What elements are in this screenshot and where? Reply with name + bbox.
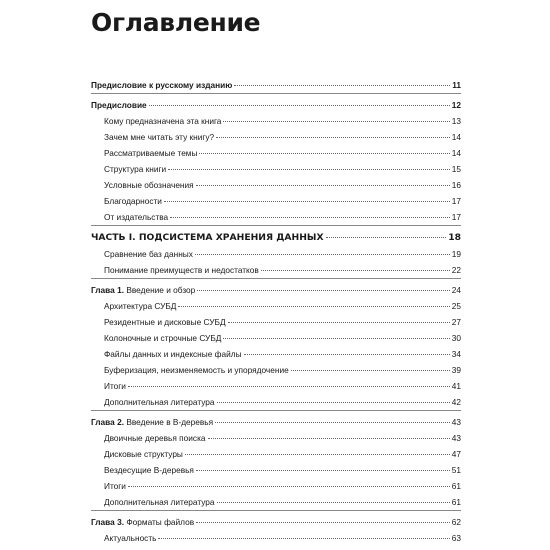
toc-page-number: 12 — [451, 100, 461, 110]
toc-entry-title: Сравнение баз данных — [104, 249, 193, 259]
toc-entry[interactable] — [91, 314, 461, 330]
toc-entry-title: Буферизация, неизменяемость и упорядочение — [104, 365, 289, 375]
toc-entry[interactable] — [91, 113, 461, 129]
toc-entry-label — [104, 530, 156, 546]
toc-chapter-entry[interactable] — [91, 414, 461, 430]
toc-page-number: 13 — [451, 116, 461, 126]
toc-section-entry[interactable] — [91, 77, 461, 93]
toc-page-number: 14 — [451, 148, 461, 158]
dot-leader — [234, 85, 450, 86]
toc-entry-label — [91, 282, 195, 298]
dot-leader — [197, 290, 450, 291]
toc-entry-label — [104, 246, 193, 262]
toc-entry-label — [104, 494, 215, 510]
toc-page-number: 43 — [451, 417, 461, 427]
toc-page-number: 61 — [451, 481, 461, 491]
dot-leader — [170, 217, 450, 218]
dot-leader — [223, 338, 449, 339]
chapter-number: Глава 2. — [91, 417, 125, 427]
toc-chapter-entry[interactable] — [91, 282, 461, 298]
dot-leader — [158, 538, 449, 539]
toc-entry-label — [91, 77, 232, 93]
toc-part-entry[interactable] — [91, 229, 461, 246]
toc-entry-title: Рассматриваемые темы — [104, 148, 198, 158]
toc-entry-title: Кому предназначена эта книга — [104, 116, 222, 126]
toc-entry-label — [104, 446, 183, 462]
toc-entry[interactable] — [91, 394, 461, 410]
toc-page-number: 18 — [448, 232, 461, 243]
toc-entry[interactable] — [91, 246, 461, 262]
toc-page-number: 30 — [451, 333, 461, 343]
dot-leader — [326, 237, 447, 238]
dot-leader — [217, 402, 450, 403]
toc-entry-title: Дополнительная литература — [104, 497, 215, 507]
toc-entry-label — [104, 314, 226, 330]
toc-page-number: 51 — [451, 465, 461, 475]
toc-page-number: 27 — [451, 317, 461, 327]
toc-entry[interactable] — [91, 530, 461, 546]
toc-entry[interactable] — [91, 209, 461, 225]
toc-entry[interactable] — [91, 330, 461, 346]
toc-entry[interactable] — [91, 298, 461, 314]
toc-entry-label — [91, 514, 194, 530]
toc-page-number: 42 — [451, 397, 461, 407]
toc-entry-label — [91, 97, 147, 113]
toc-page-number: 41 — [451, 381, 461, 391]
dot-leader — [228, 322, 450, 323]
toc-page-number: 22 — [451, 265, 461, 275]
toc-entry-label — [91, 414, 213, 430]
toc-entry-title: Резидентные и дисковые СУБД — [104, 317, 226, 327]
table-of-contents — [91, 77, 461, 546]
section-divider — [91, 510, 461, 511]
dot-leader — [215, 422, 450, 423]
dot-leader — [223, 121, 449, 122]
dot-leader — [168, 169, 450, 170]
toc-entry-title: Благодарности — [104, 196, 162, 206]
section-divider — [91, 410, 461, 411]
dot-leader — [261, 270, 450, 271]
toc-entry-label — [104, 262, 259, 278]
toc-page-number: 19 — [451, 249, 461, 259]
toc-entry-title: Итоги — [104, 381, 126, 391]
toc-entry-title: Предисловие к русскому изданию — [91, 80, 233, 90]
toc-page-number: 17 — [451, 196, 461, 206]
toc-entry-title: Введение в B-деревья — [126, 417, 214, 427]
dot-leader — [128, 386, 450, 387]
toc-page-number: 15 — [451, 164, 461, 174]
toc-entry-title: Итоги — [104, 481, 126, 491]
toc-entry[interactable] — [91, 177, 461, 193]
toc-entry[interactable] — [91, 346, 461, 362]
toc-entry[interactable] — [91, 193, 461, 209]
toc-entry-title: Колоночные и строчные СУБД — [104, 333, 222, 343]
toc-entry-label — [104, 129, 214, 145]
dot-leader — [196, 185, 450, 186]
dot-leader — [196, 522, 450, 523]
toc-entry-title: Структура книги — [104, 164, 167, 174]
dot-leader — [217, 502, 450, 503]
toc-entry-title: Архитектура СУБД — [104, 301, 177, 311]
dot-leader — [149, 105, 450, 106]
toc-page-number: 43 — [451, 433, 461, 443]
toc-entry-label — [104, 193, 162, 209]
toc-entry-title: От издательства — [104, 212, 169, 222]
toc-entry-title: Дополнительная литература — [104, 397, 215, 407]
toc-entry[interactable] — [91, 446, 461, 462]
toc-page-number: 16 — [451, 180, 461, 190]
section-divider — [91, 225, 461, 226]
dot-leader — [244, 354, 450, 355]
toc-page-number: 25 — [451, 301, 461, 311]
toc-page-number: 17 — [451, 212, 461, 222]
dot-leader — [178, 306, 449, 307]
toc-entry-label — [104, 161, 166, 177]
toc-entry-label — [104, 362, 289, 378]
toc-entry[interactable] — [91, 362, 461, 378]
toc-entry-label — [104, 113, 221, 129]
toc-page-number: 39 — [451, 365, 461, 375]
toc-page-number: 14 — [451, 132, 461, 142]
dot-leader — [128, 486, 450, 487]
toc-entry-label — [104, 394, 215, 410]
toc-entry[interactable] — [91, 262, 461, 278]
toc-entry-label — [104, 145, 197, 161]
chapter-number: Глава 1. — [91, 285, 125, 295]
toc-entry-label — [104, 478, 126, 494]
toc-entry[interactable] — [91, 478, 461, 494]
toc-page-number: 24 — [451, 285, 461, 295]
dot-leader — [185, 454, 450, 455]
toc-entry-title: Зачем мне читать эту книгу? — [104, 132, 215, 142]
chapter-number: Глава 3. — [91, 517, 125, 527]
toc-entry[interactable] — [91, 161, 461, 177]
dot-leader — [199, 153, 449, 154]
toc-entry-label — [104, 330, 221, 346]
toc-entry-title: Условные обозначения — [104, 180, 194, 190]
toc-entry[interactable] — [91, 462, 461, 478]
dot-leader — [216, 137, 450, 138]
toc-page-number: 34 — [451, 349, 461, 359]
dot-leader — [196, 470, 450, 471]
toc-entry[interactable] — [91, 430, 461, 446]
toc-entry-title: Двоичные деревья поиска — [104, 433, 206, 443]
toc-entry[interactable] — [91, 145, 461, 161]
toc-page-number: 63 — [451, 533, 461, 543]
dot-leader — [164, 201, 450, 202]
toc-entry-title: Форматы файлов — [126, 517, 195, 527]
toc-chapter-entry[interactable] — [91, 514, 461, 530]
toc-entry-label — [104, 346, 242, 362]
toc-page-number: 11 — [452, 80, 461, 90]
toc-entry[interactable] — [91, 129, 461, 145]
toc-entry-title: Вездесущие B-деревья — [104, 465, 194, 475]
toc-entry-title: ЧАСТЬ I. ПОДСИСТЕМА ХРАНЕНИЯ ДАННЫХ — [91, 232, 324, 243]
section-divider — [91, 93, 461, 94]
toc-entry-title: Дисковые структуры — [104, 449, 183, 459]
toc-page-number: 61 — [451, 497, 461, 507]
toc-page-number: 47 — [451, 449, 461, 459]
toc-section-entry[interactable] — [91, 97, 461, 113]
toc-entry-label — [104, 462, 194, 478]
toc-entry-label — [104, 177, 194, 193]
toc-entry[interactable] — [91, 494, 461, 510]
toc-entry[interactable] — [91, 378, 461, 394]
dot-leader — [291, 370, 450, 371]
toc-entry-label — [104, 430, 206, 446]
section-divider — [91, 278, 461, 279]
toc-entry-title: Предисловие — [91, 100, 147, 110]
toc-entry-label — [104, 209, 168, 225]
toc-entry-title: Файлы данных и индексные файлы — [104, 349, 242, 359]
toc-entry-label — [104, 378, 126, 394]
dot-leader — [195, 254, 450, 255]
toc-entry-title: Понимание преимуществ и недостатков — [104, 265, 259, 275]
toc-entry-label — [104, 298, 176, 314]
page-title: Оглавление — [91, 8, 261, 37]
toc-page-number: 62 — [451, 517, 461, 527]
toc-entry-title: Введение и обзор — [126, 285, 196, 295]
dot-leader — [208, 438, 450, 439]
toc-entry-label — [91, 229, 324, 246]
toc-entry-title: Актуальность — [104, 533, 157, 543]
